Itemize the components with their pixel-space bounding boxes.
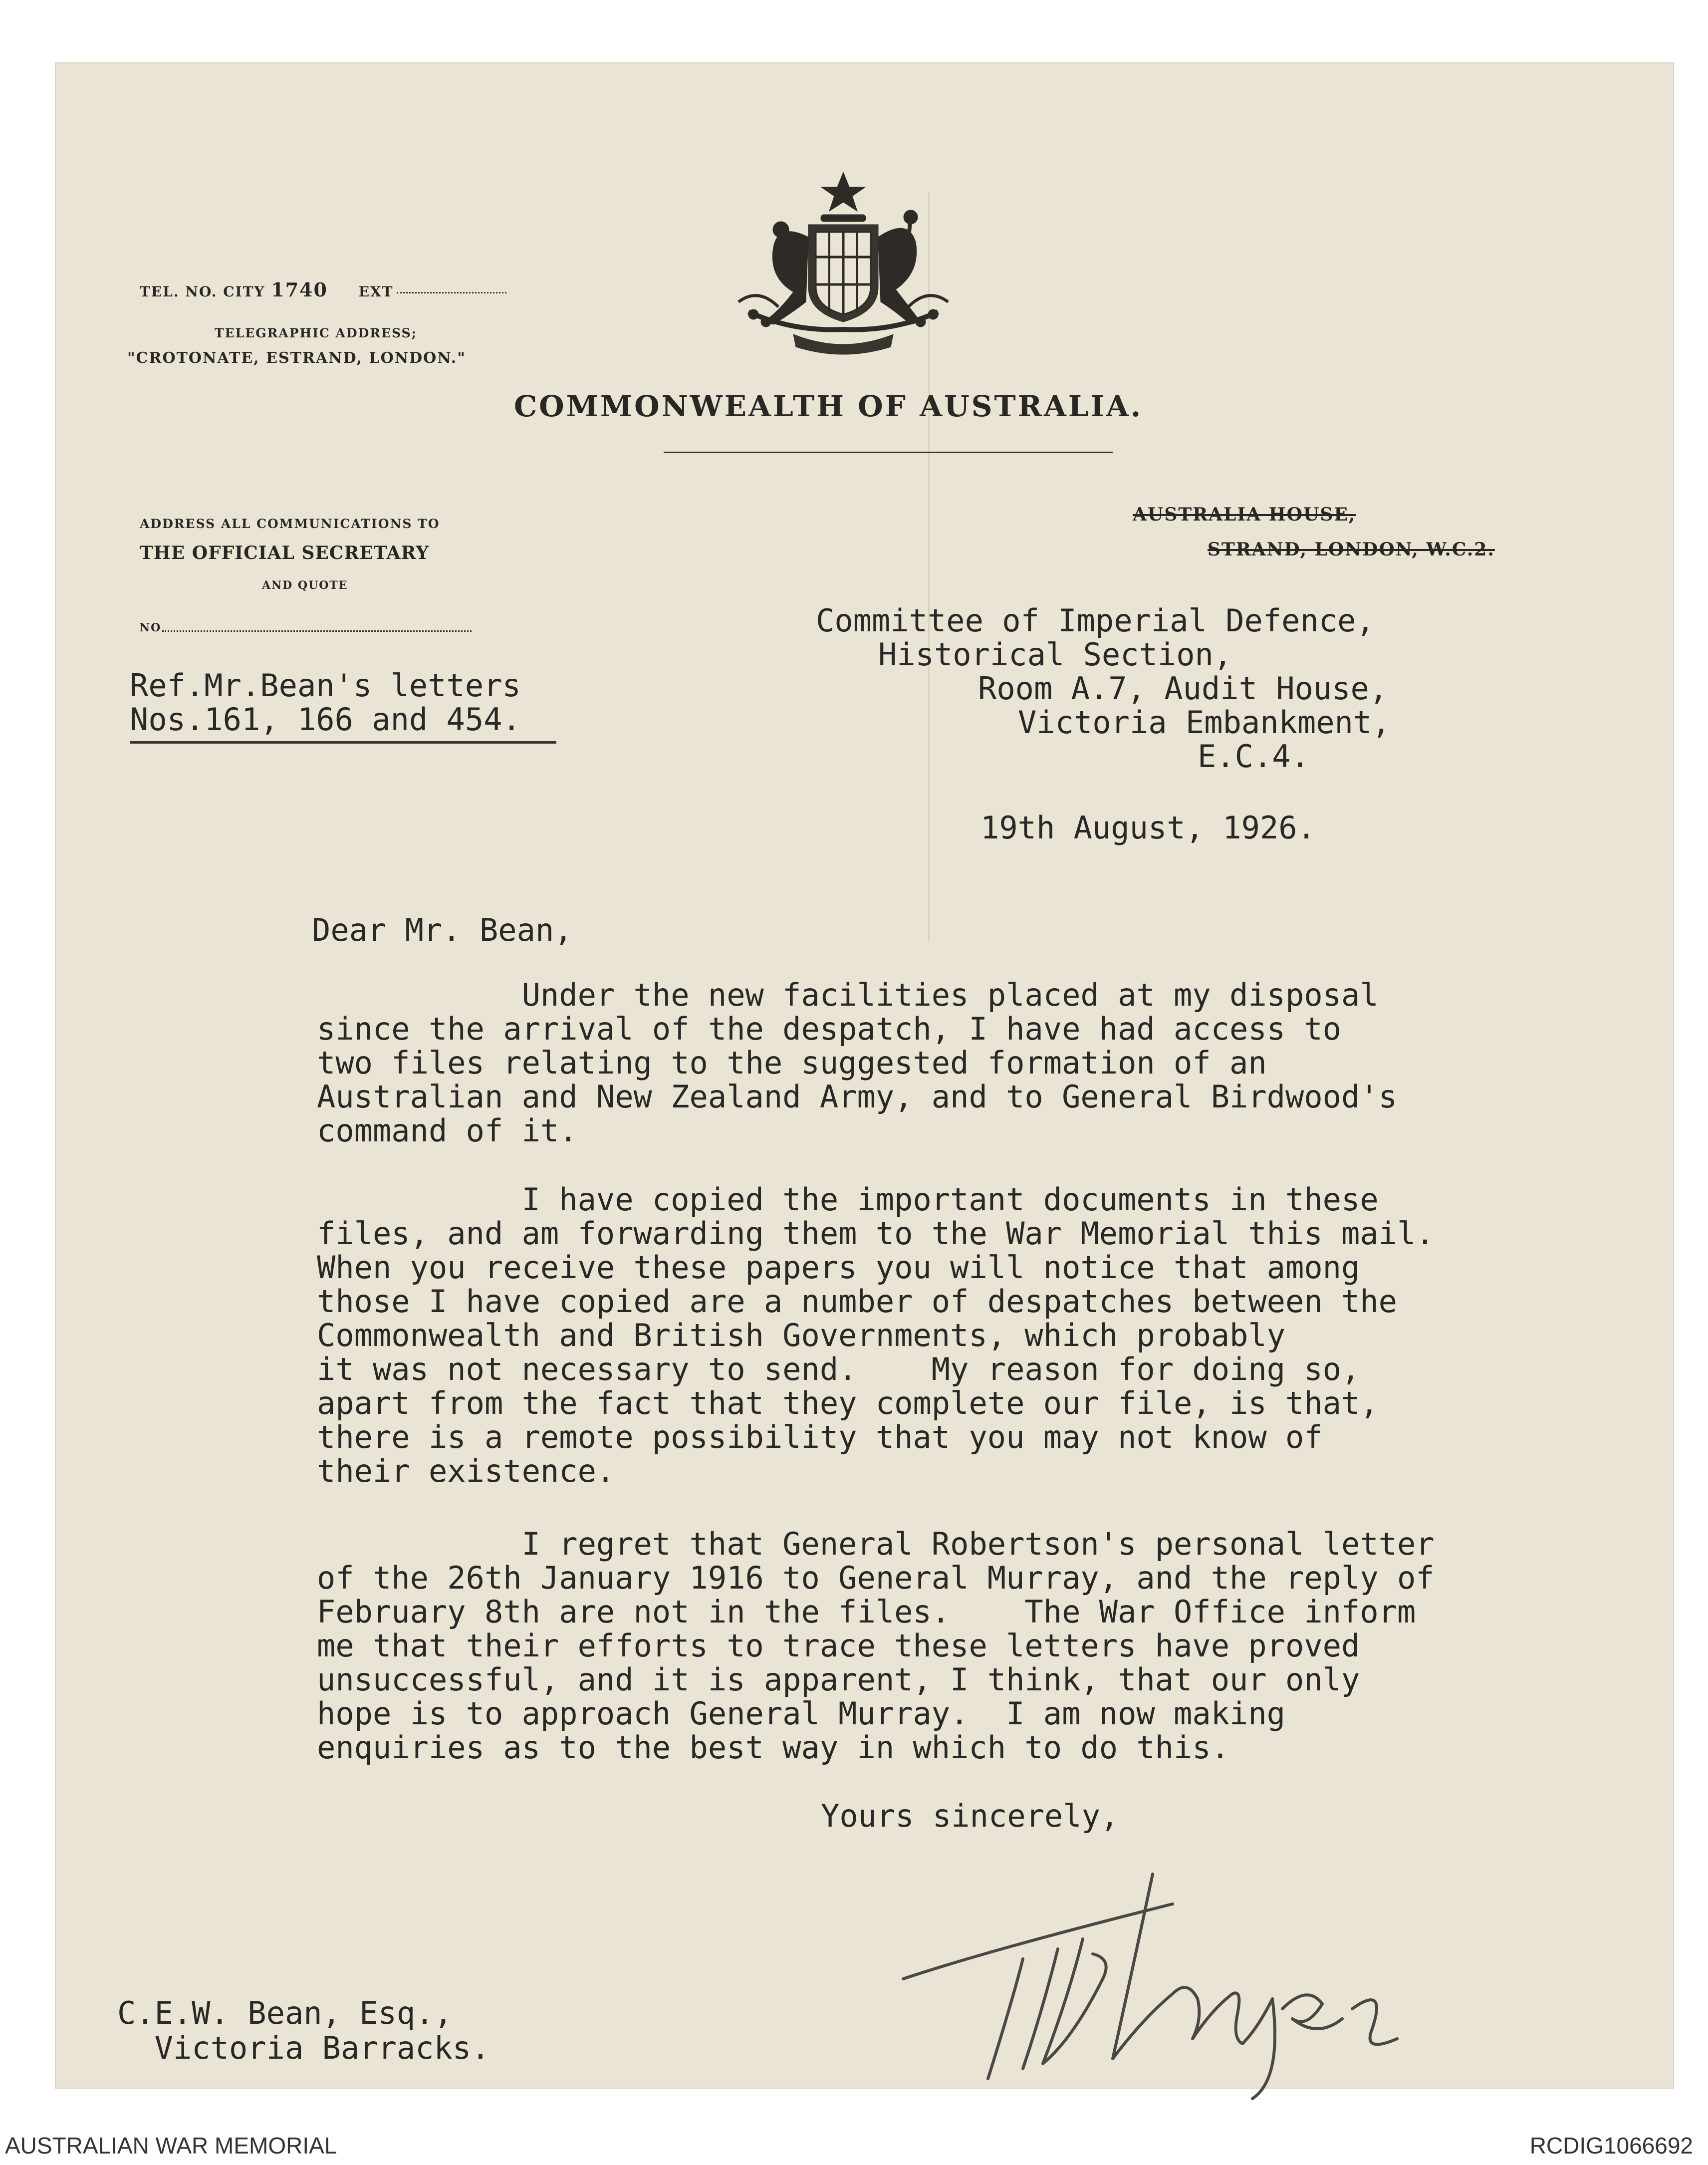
recipient-line-1: C.E.W. Bean, Esq.,: [117, 1995, 453, 2031]
paragraph-line: those I have copied are a number of despatches between the: [317, 1283, 1397, 1320]
footer-archive-name: AUSTRALIAN WAR MEMORIAL: [5, 2133, 337, 2159]
official-secretary: THE OFFICIAL SECRETARY: [140, 542, 430, 563]
sender-address-line-4: Victoria Embankment,: [1018, 704, 1391, 741]
tel-label: TEL. NO. CITY: [140, 283, 265, 300]
paragraph-line: February 8th are not in the files. The War Office inform: [317, 1594, 1416, 1630]
salutation: Dear Mr. Bean,: [312, 912, 573, 948]
reference-line-2: Nos.161, 166 and 454.: [130, 701, 521, 738]
no-underline: [162, 630, 472, 632]
recipient-line-2: Victoria Barracks.: [117, 2030, 490, 2066]
paragraph-line: I regret that General Robertson's personal letter: [317, 1526, 1435, 1562]
paragraph-line: Australian and New Zealand Army, and to General Birdwood's: [317, 1079, 1397, 1115]
tel-number: 1740: [271, 278, 328, 301]
no-label: NO: [140, 621, 162, 634]
struck-address-line-2: STRAND, LONDON, W.C.2.: [1208, 539, 1495, 560]
body-paragraph-3: [317, 1527, 1435, 1765]
paragraph-line: command of it.: [317, 1112, 578, 1149]
paragraph-line: it was not necessary to send. My reason for doing so,: [317, 1351, 1360, 1387]
paragraph-line: their existence.: [317, 1453, 615, 1489]
coat-of-arms-emblem: [719, 162, 968, 362]
body-paragraph-2: [317, 1183, 1435, 1488]
letter-date: 19th August, 1926.: [980, 810, 1316, 846]
paragraph-line: I have copied the important documents in these: [317, 1181, 1379, 1218]
paragraph-line: me that their efforts to trace these letters have proved: [317, 1627, 1360, 1664]
paragraph-line: unsuccessful, and it is apparent, I think, that our only: [317, 1661, 1360, 1698]
title-underline: [664, 452, 1113, 453]
paragraph-line: of the 26th January 1916 to General Murray, and the reply of: [317, 1560, 1435, 1596]
reference-underline: [130, 741, 556, 744]
sender-address-line-5: E.C.4.: [1198, 738, 1309, 775]
telephone-line: [140, 278, 394, 301]
ext-label: EXT: [358, 283, 394, 300]
sender-address-line-3: Room A.7, Audit House,: [978, 670, 1388, 707]
paragraph-line: enquiries as to the best way in which to do this.: [317, 1729, 1230, 1766]
paragraph-line: hope is to approach General Murray. I am now making: [317, 1695, 1286, 1732]
letter-paper: [55, 62, 1674, 2089]
telegraphic-address: "CROTONATE, ESTRAND, LONDON.": [127, 349, 466, 367]
paragraph-line: files, and am forwarding them to the War Memorial this mail.: [317, 1215, 1435, 1252]
letterhead-title: COMMONWEALTH OF AUSTRALIA.: [514, 389, 1143, 423]
address-all-label: ADDRESS ALL COMMUNICATIONS TO: [140, 517, 440, 531]
ext-underline: [397, 292, 506, 293]
reference-line-1: Ref.Mr.Bean's letters: [130, 667, 521, 704]
paragraph-line: since the arrival of the despatch, I have had access to: [317, 1011, 1341, 1047]
and-quote-label: AND QUOTE: [262, 579, 348, 592]
struck-address-line-1: AUSTRALIA HOUSE,: [1133, 504, 1356, 525]
paragraph-line: When you receive these papers you will notice that among: [317, 1249, 1360, 1286]
sender-address-line-1: Committee of Imperial Defence,: [816, 602, 1375, 639]
telegraphic-label: TELEGRAPHIC ADDRESS;: [215, 326, 417, 340]
body-paragraph-1: [317, 978, 1397, 1148]
paragraph-line: there is a remote possibility that you may not know of: [317, 1419, 1323, 1455]
sender-address-line-2: Historical Section,: [878, 636, 1232, 673]
footer-record-id: RCDIG1066692: [1529, 2133, 1693, 2159]
handwritten-signature: [893, 1829, 1542, 2109]
closing: Yours sincerely,: [821, 1798, 1119, 1834]
paragraph-line: Under the new facilities placed at my disposal: [317, 977, 1379, 1013]
paragraph-line: apart from the fact that they complete our file, is that,: [317, 1385, 1379, 1421]
paragraph-line: Commonwealth and British Governments, which probably: [317, 1317, 1286, 1353]
paragraph-line: two files relating to the suggested formation of an: [317, 1045, 1267, 1081]
